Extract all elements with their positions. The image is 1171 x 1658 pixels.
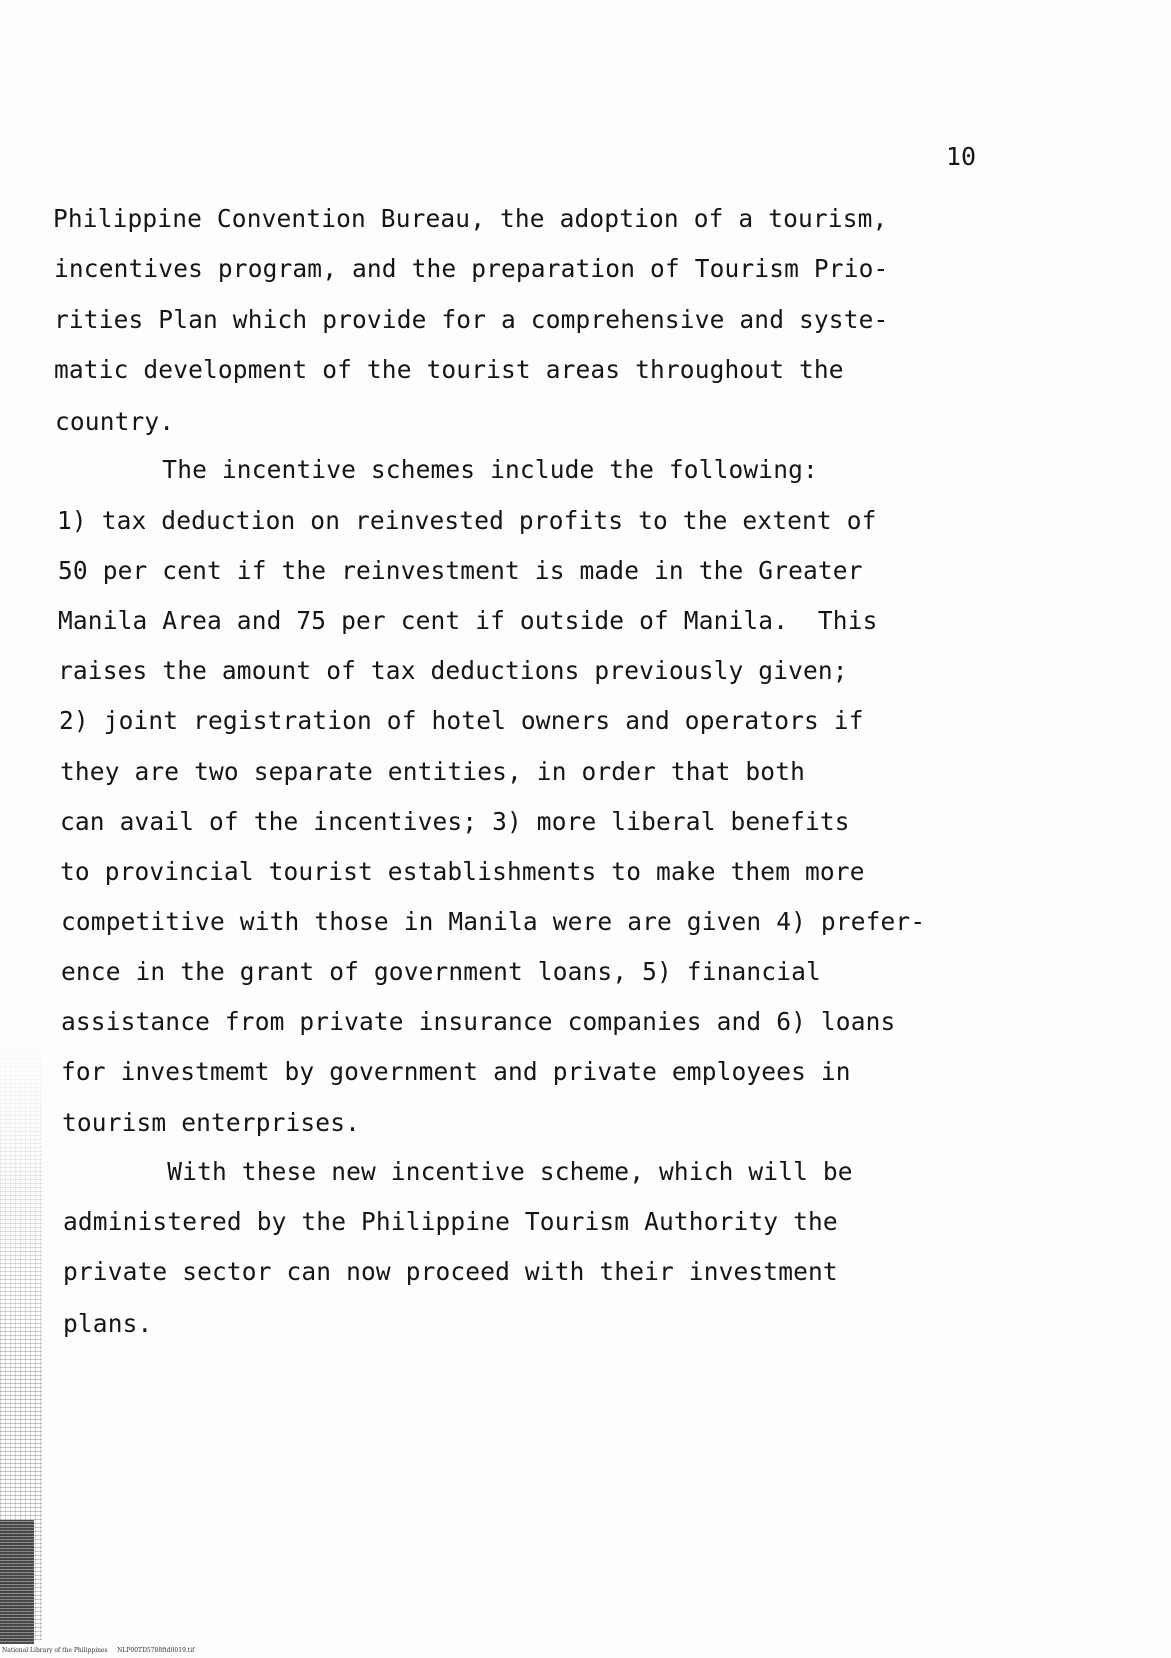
page-number: 10	[946, 142, 977, 171]
text-line: for investmemt by government and private employees in	[61, 1057, 851, 1086]
text-line: competitive with those in Manila were are given 4) prefer-	[61, 907, 926, 936]
scan-edge-shadow	[0, 1520, 34, 1644]
text-line: ence in the grant of government loans, 5) financial	[61, 957, 821, 986]
text-line: matic development of the tourist areas throughout the	[54, 355, 844, 384]
text-line: administered by the Philippine Tourism Authority the	[63, 1207, 838, 1236]
text-line: incentives program, and the preparation of Tourism Prio-	[54, 254, 889, 283]
text-line: 1) tax deduction on reinvested profits to the extent of	[57, 506, 877, 535]
text-line: can avail of the incentives; 3) more liberal benefits	[60, 807, 850, 836]
text-line: plans.	[63, 1309, 153, 1338]
text-line: 2) joint registration of hotel owners and operators if	[59, 706, 864, 735]
text-line: 50 per cent if the reinvestment is made in the Greater	[58, 556, 863, 585]
text-line: to provincial tourist establishments to make them more	[60, 857, 865, 886]
text-line: assistance from private insurance companies and 6) loans	[61, 1007, 896, 1036]
text-line: they are two separate entities, in order that both	[60, 757, 806, 786]
text-line: With these new incentive scheme, which will be	[63, 1157, 853, 1186]
text-line: Manila Area and 75 per cent if outside of Manila. This	[58, 606, 878, 635]
text-line: raises the amount of tax deductions previously given;	[58, 656, 848, 685]
text-line: country.	[55, 407, 175, 436]
text-line: rities Plan which provide for a comprehensive and syste-	[54, 305, 889, 334]
text-line: The incentive schemes include the following:	[58, 455, 818, 484]
text-line: private sector can now proceed with their investment	[63, 1257, 838, 1286]
text-line: Philippine Convention Bureau, the adoption of a tourism,	[53, 204, 888, 233]
scan-footer-caption: National Library of the Philippines NLP00TD5788ftd0019.tif	[2, 1647, 195, 1654]
text-line: tourism enterprises.	[62, 1108, 361, 1137]
